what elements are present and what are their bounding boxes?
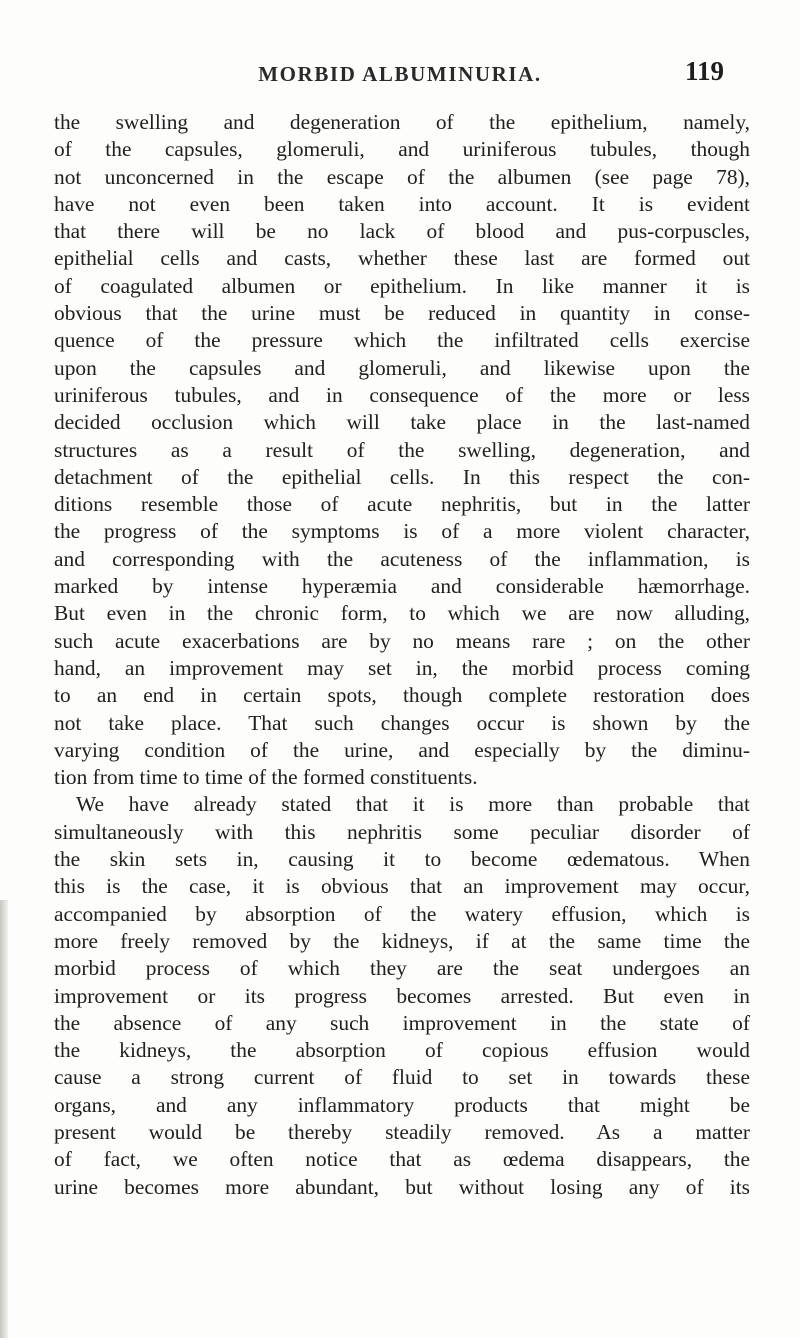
text-line: to an end in certain spots, though complete restoration does bbox=[54, 683, 750, 708]
paragraph-start-line: We have already stated that it is more than probable that bbox=[76, 792, 750, 817]
text-line: such acute exacerbations are by no means rare ; on the other bbox=[54, 628, 750, 653]
text-line: marked by intense hyperæmia and considerable hæmorrhage. bbox=[54, 574, 750, 599]
text-line: and corresponding with the acuteness of the inflammation, is bbox=[54, 546, 750, 571]
text-line: But even in the chronic form, to which we are now alluding, bbox=[54, 601, 750, 626]
text-line: decided occlusion which will take place in the last-named bbox=[54, 410, 750, 435]
text-line: present would be thereby steadily removed. As a matter bbox=[54, 1119, 750, 1144]
text-line: quence of the pressure which the infiltrated cells exercise bbox=[54, 328, 750, 353]
text-line: structures as a result of the swelling, degeneration, and bbox=[54, 437, 750, 462]
text-line: hand, an improvement may set in, the morbid process coming bbox=[54, 655, 750, 680]
text-line: upon the capsules and glomeruli, and likewise upon the bbox=[54, 355, 750, 380]
text-line: varying condition of the urine, and especially by the diminu- bbox=[54, 737, 750, 762]
text-line: not unconcerned in the escape of the albumen (see page 78), bbox=[54, 164, 750, 189]
text-line: of fact, we often notice that as œdema disappears, the bbox=[54, 1147, 750, 1172]
text-line: the kidneys, the absorption of copious effusion would bbox=[54, 1038, 750, 1063]
running-head: MORBID ALBUMINURIA. bbox=[258, 62, 542, 86]
page-number: 119 bbox=[684, 56, 724, 86]
text-line: the skin sets in, causing it to become œdematous. When bbox=[54, 847, 750, 872]
text-line: the progress of the symptoms is of a more violent character, bbox=[54, 519, 750, 544]
text-line: obvious that the urine must be reduced in quantity in conse- bbox=[54, 301, 750, 326]
text-line: the absence of any such improvement in the state of bbox=[54, 1010, 750, 1035]
text-line: have not even been taken into account. It is evident bbox=[54, 191, 750, 216]
text-line: of the capsules, glomeruli, and uriniferous tubules, though bbox=[54, 137, 750, 162]
text-line: this is the case, it is obvious that an improvement may occur, bbox=[54, 874, 750, 899]
text-line: more freely removed by the kidneys, if at the same time the bbox=[54, 928, 750, 953]
text-line: not take place. That such changes occur is shown by the bbox=[54, 710, 750, 735]
text-line: that there will be no lack of blood and pus-corpuscles, bbox=[54, 219, 750, 244]
text-line: detachment of the epithelial cells. In this respect the con- bbox=[54, 464, 750, 489]
text-line: the swelling and degeneration of the epithelium, namely, bbox=[54, 110, 750, 134]
text-line: morbid process of which they are the seat undergoes an bbox=[54, 956, 750, 981]
body-text bbox=[54, 109, 750, 1201]
page-header bbox=[0, 56, 800, 96]
text-line: organs, and any inflammatory products that might be bbox=[54, 1092, 750, 1117]
text-line: of coagulated albumen or epithelium. In like manner it is bbox=[54, 273, 750, 298]
text-line: simultaneously with this nephritis some peculiar disorder of bbox=[54, 819, 750, 844]
text-line: uriniferous tubules, and in consequence of the more or less bbox=[54, 382, 750, 407]
text-line: urine becomes more abundant, but without losing any of its bbox=[54, 1174, 750, 1199]
text-line: accompanied by absorption of the watery effusion, which is bbox=[54, 901, 750, 926]
text-line: cause a strong current of fluid to set in towards these bbox=[54, 1065, 750, 1090]
text-line: epithelial cells and casts, whether these last are formed out bbox=[54, 246, 750, 271]
binding-shadow bbox=[0, 900, 8, 1338]
paragraph-end-line: tion from time to time of the formed constituents. bbox=[54, 765, 478, 790]
text-line: improvement or its progress becomes arrested. But even in bbox=[54, 983, 750, 1008]
text-line: ditions resemble those of acute nephritis, but in the latter bbox=[54, 492, 750, 517]
